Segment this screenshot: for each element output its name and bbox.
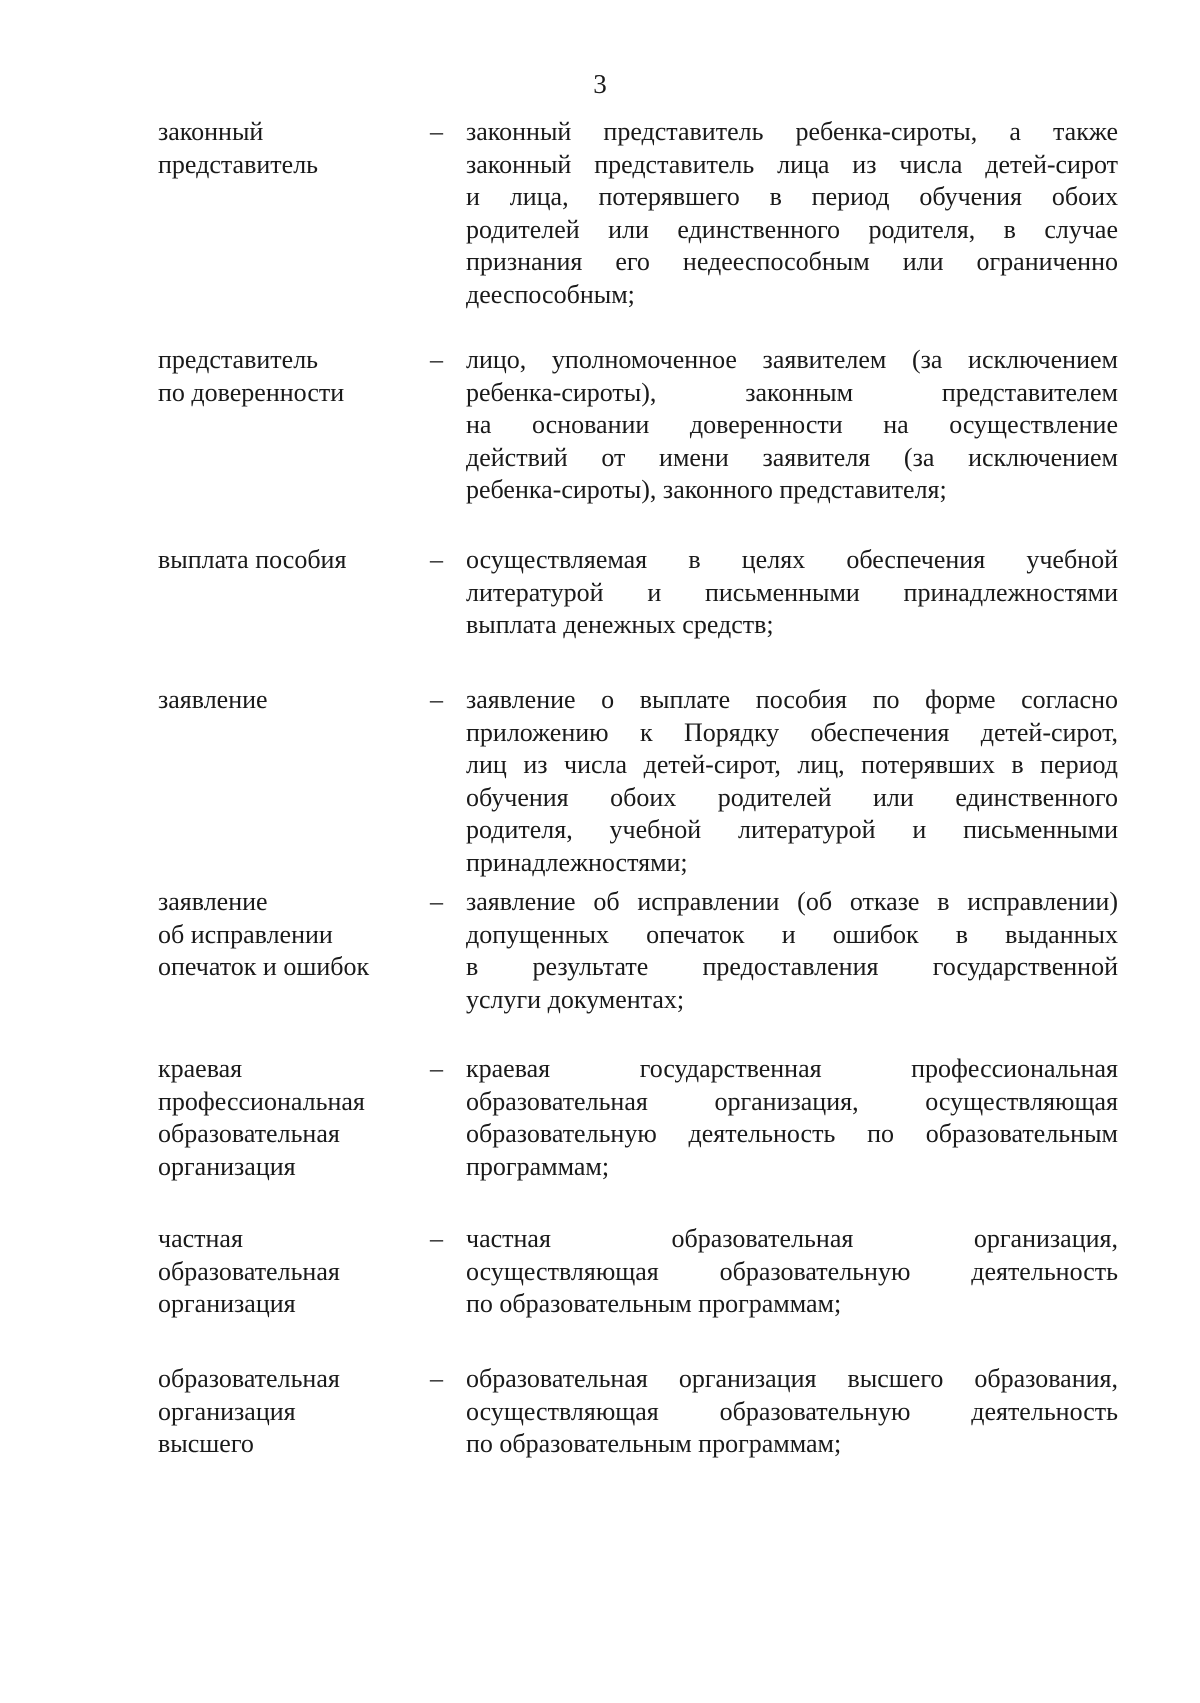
description-line: на основании доверенности на осуществление [466, 410, 1118, 440]
description-line: в результате предоставления государственной [466, 952, 1118, 982]
definition-description [466, 684, 1118, 880]
definition-dash: – [430, 1364, 443, 1393]
definition-description [466, 886, 1118, 1016]
description-line: приложению к Порядку обеспечения детей-сирот, [466, 717, 1118, 747]
description-line: обучения обоих родителей или единственного [466, 782, 1118, 812]
definition-term: краевая профессиональная образовательная организация [158, 1054, 365, 1181]
description-line: допущенных опечаток и ошибок в выданных [466, 919, 1118, 949]
definition-legal-representative [158, 116, 1118, 312]
definition-term: заявление об исправлении опечаток и ошибок [158, 887, 370, 982]
description-line: по образовательным программам; [466, 1429, 842, 1459]
description-line: ребенка-сироты), законным представителем [466, 377, 1118, 407]
description-line: законный представитель ребенка-сироты, а также [466, 117, 1118, 146]
description-line: образовательную деятельность по образовательным [466, 1119, 1118, 1149]
description-line: образовательная организация высшего образования, [466, 1364, 1118, 1393]
definition-dash: – [430, 1224, 443, 1253]
description-line: лицо, уполномоченное заявителем (за исключением [466, 345, 1118, 374]
description-line: литературой и письменными принадлежностями [466, 577, 1118, 607]
description-line: родителей или единственного родителя, в случае [466, 214, 1118, 244]
description-line: и лица, потерявшего в период обучения обоих [466, 182, 1118, 212]
description-line: дееспособным; [466, 279, 635, 309]
description-line: краевая государственная профессиональная [466, 1054, 1118, 1083]
description-line: образовательная организация, осуществляющая [466, 1086, 1118, 1116]
description-line: по образовательным программам; [466, 1289, 842, 1319]
description-line: законный представитель лица из числа детей-сирот [466, 149, 1118, 179]
definition-dash: – [430, 1054, 443, 1083]
definition-dash: – [430, 117, 443, 146]
description-line: программам; [466, 1151, 610, 1181]
definition-private-educational-organization [158, 1223, 1118, 1321]
definition-term: образовательная организация высшего [158, 1364, 340, 1459]
page-number: 3 [593, 69, 607, 99]
definition-dash: – [430, 887, 443, 916]
definition-dash: – [430, 685, 443, 714]
definition-term: законный представитель [158, 117, 319, 179]
description-line: родителя, учебной литературой и письменными [466, 815, 1118, 845]
definition-term: заявление [158, 685, 268, 714]
description-line: осуществляемая в целях обеспечения учебной [466, 545, 1118, 574]
definition-description [466, 116, 1118, 312]
description-line: лиц из числа детей-сирот, лиц, потерявших в период [466, 750, 1118, 780]
definition-description [466, 1053, 1118, 1183]
description-line: действий от имени заявителя (за исключением [466, 442, 1118, 472]
definition-application [158, 684, 1118, 880]
description-line: осуществляющая образовательную деятельность [466, 1256, 1118, 1286]
definition-allowance-payment [158, 544, 1118, 642]
definition-regional-vocational-organization [158, 1053, 1118, 1183]
description-line: частная образовательная организация, [466, 1224, 1118, 1253]
definition-higher-education-organization [158, 1363, 1118, 1461]
definition-dash: – [430, 345, 443, 374]
definition-description [466, 344, 1118, 507]
definition-term: частная образовательная организация [158, 1224, 340, 1319]
definition-dash: – [430, 545, 443, 574]
description-line: ребенка-сироты), законного представителя; [466, 475, 947, 505]
description-line: признания его недееспособным или ограниченно [466, 247, 1118, 277]
description-line: услуги документах; [466, 984, 685, 1014]
definition-description [466, 1363, 1118, 1461]
description-line: заявление о выплате пособия по форме согласно [466, 685, 1118, 714]
description-line: выплата денежных средств; [466, 610, 774, 640]
description-line: осуществляющая образовательную деятельность [466, 1396, 1118, 1426]
definition-term: выплата пособия [158, 545, 347, 574]
description-line: принадлежностями; [466, 847, 688, 877]
description-line: заявление об исправлении (об отказе в исправлении) [466, 887, 1118, 916]
definition-correction-application [158, 886, 1118, 1016]
definition-description [466, 544, 1118, 642]
definition-description [466, 1223, 1118, 1321]
definition-proxy-representative [158, 344, 1118, 507]
definition-term: представитель по доверенности [158, 345, 345, 407]
